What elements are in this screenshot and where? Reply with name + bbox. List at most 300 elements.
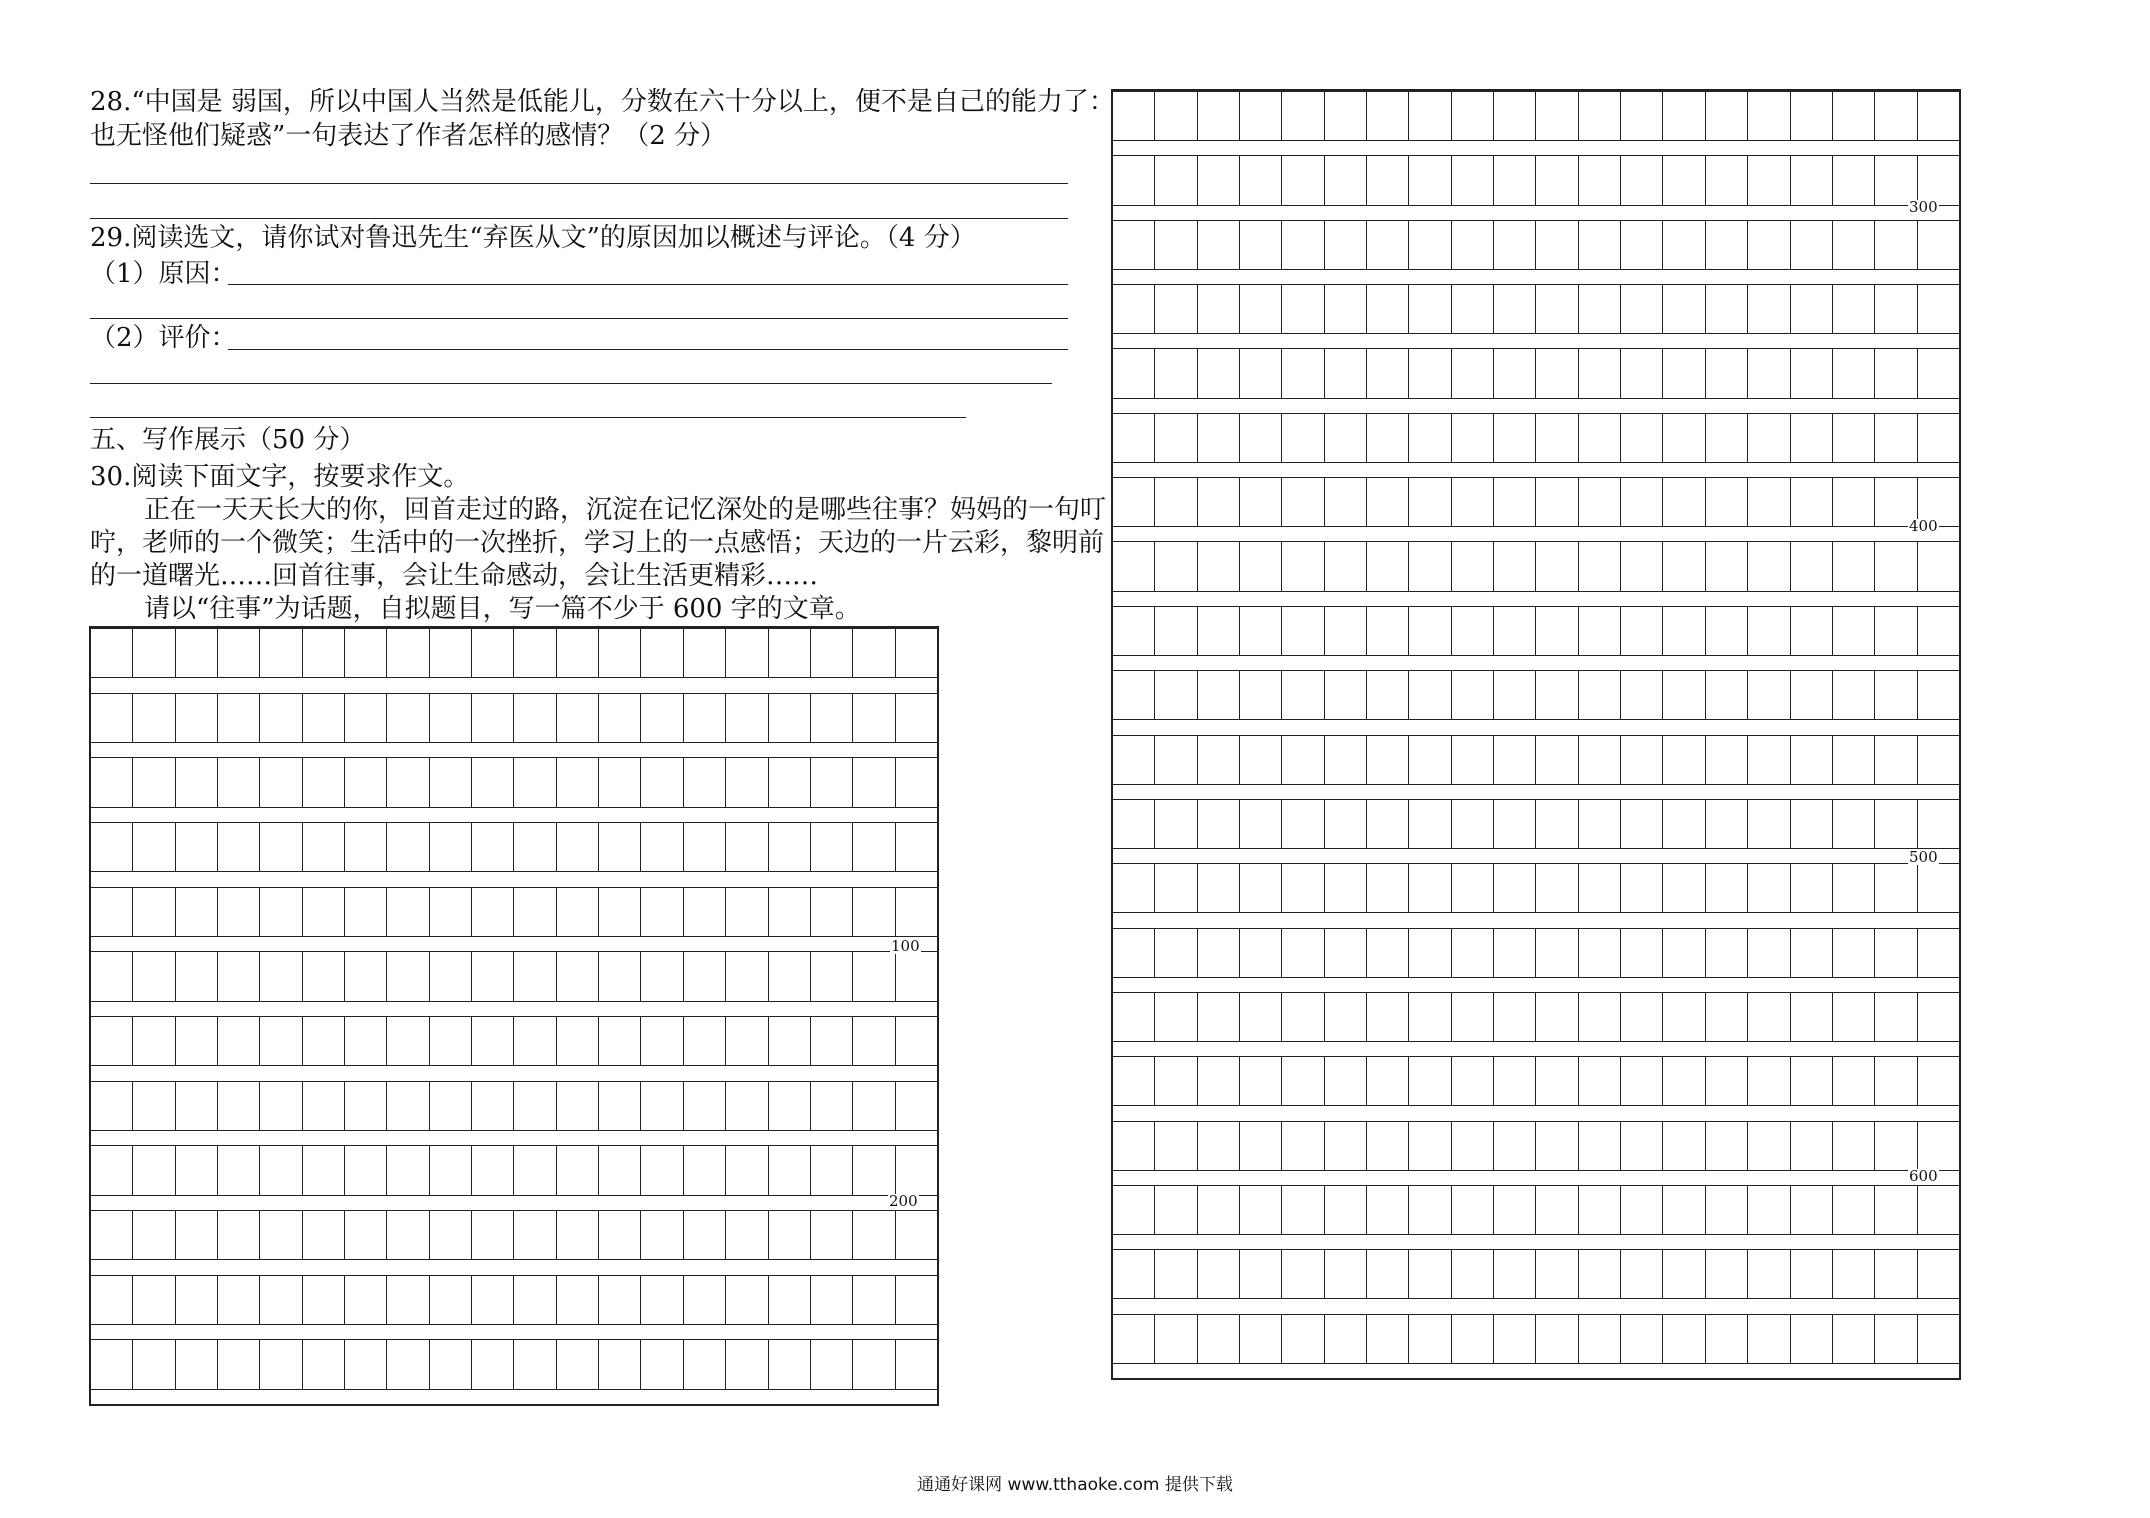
grid-cell[interactable]	[1536, 1056, 1578, 1106]
grid-cell[interactable]	[1536, 799, 1578, 849]
grid-cell[interactable]	[176, 1210, 218, 1260]
grid-cell[interactable]	[1706, 91, 1748, 141]
grid-cell[interactable]	[896, 951, 937, 1001]
grid-cell[interactable]	[1240, 735, 1282, 785]
grid-cell[interactable]	[769, 822, 811, 872]
grid-cell[interactable]	[1113, 348, 1155, 398]
grid-cell[interactable]	[176, 887, 218, 937]
grid-cell[interactable]	[1833, 606, 1875, 656]
grid-cell[interactable]	[1579, 1185, 1621, 1235]
grid-cell[interactable]	[1706, 284, 1748, 334]
grid-cell[interactable]	[514, 887, 556, 937]
grid-cell[interactable]	[599, 1210, 641, 1260]
grid-cell[interactable]	[1791, 863, 1833, 913]
grid-cell[interactable]	[1452, 220, 1494, 270]
grid-cell[interactable]	[1494, 1185, 1536, 1235]
grid-cell[interactable]	[345, 757, 387, 807]
grid-cell[interactable]	[1367, 1249, 1409, 1299]
grid-cell[interactable]	[599, 822, 641, 872]
grid-cell[interactable]	[1706, 863, 1748, 913]
grid-cell[interactable]	[133, 822, 175, 872]
grid-cell[interactable]	[91, 1339, 133, 1389]
grid-cell[interactable]	[218, 887, 260, 937]
grid-cell[interactable]	[218, 628, 260, 678]
grid-cell[interactable]	[1791, 1121, 1833, 1171]
grid-cell[interactable]	[1240, 1056, 1282, 1106]
grid-cell[interactable]	[1706, 1249, 1748, 1299]
essay-grid-right[interactable]	[1111, 89, 1961, 1380]
grid-cell[interactable]	[896, 1081, 937, 1131]
grid-cell[interactable]	[684, 1145, 726, 1195]
grid-cell[interactable]	[1706, 155, 1748, 205]
grid-cell[interactable]	[1791, 155, 1833, 205]
grid-cell[interactable]	[1663, 1185, 1705, 1235]
grid-cell[interactable]	[1918, 799, 1959, 849]
q29-comment-line-2[interactable]	[90, 383, 1052, 384]
grid-cell[interactable]	[1621, 992, 1663, 1042]
grid-cell[interactable]	[1113, 1185, 1155, 1235]
grid-cell[interactable]	[1155, 670, 1197, 720]
grid-cell[interactable]	[260, 887, 302, 937]
grid-cell[interactable]	[260, 822, 302, 872]
grid-cell[interactable]	[1579, 606, 1621, 656]
grid-cell[interactable]	[1494, 413, 1536, 463]
grid-cell[interactable]	[1367, 541, 1409, 591]
grid-cell[interactable]	[1494, 1056, 1536, 1106]
grid-cell[interactable]	[1875, 735, 1917, 785]
grid-cell[interactable]	[1240, 1121, 1282, 1171]
grid-cell[interactable]	[176, 1275, 218, 1325]
q28-answer-line-1[interactable]	[90, 183, 1068, 184]
grid-cell[interactable]	[1198, 413, 1240, 463]
grid-cell[interactable]	[260, 1339, 302, 1389]
grid-cell[interactable]	[684, 887, 726, 937]
grid-cell[interactable]	[1367, 413, 1409, 463]
grid-cell[interactable]	[1663, 928, 1705, 978]
grid-cell[interactable]	[218, 1339, 260, 1389]
grid-cell[interactable]	[387, 1145, 429, 1195]
grid-cell[interactable]	[1875, 541, 1917, 591]
grid-cell[interactable]	[769, 951, 811, 1001]
grid-cell[interactable]	[1113, 992, 1155, 1042]
grid-cell[interactable]	[1833, 799, 1875, 849]
grid-cell[interactable]	[1325, 348, 1367, 398]
grid-cell[interactable]	[1155, 992, 1197, 1042]
grid-cell[interactable]	[1748, 1249, 1790, 1299]
grid-cell[interactable]	[811, 1275, 853, 1325]
grid-cell[interactable]	[1113, 1249, 1155, 1299]
grid-cell[interactable]	[218, 1145, 260, 1195]
grid-cell[interactable]	[1918, 1314, 1959, 1364]
grid-cell[interactable]	[1240, 992, 1282, 1042]
grid-cell[interactable]	[1536, 1314, 1578, 1364]
grid-cell[interactable]	[514, 951, 556, 1001]
grid-cell[interactable]	[1536, 992, 1578, 1042]
grid-cell[interactable]	[769, 1275, 811, 1325]
grid-cell[interactable]	[1579, 91, 1621, 141]
grid-cell[interactable]	[1409, 799, 1451, 849]
grid-cell[interactable]	[1833, 541, 1875, 591]
grid-cell[interactable]	[1918, 91, 1959, 141]
grid-cell[interactable]	[472, 628, 514, 678]
grid-cell[interactable]	[430, 628, 472, 678]
grid-cell[interactable]	[1791, 1249, 1833, 1299]
grid-cell[interactable]	[1579, 477, 1621, 527]
grid-cell[interactable]	[1748, 992, 1790, 1042]
grid-cell[interactable]	[1367, 155, 1409, 205]
grid-cell[interactable]	[1875, 1121, 1917, 1171]
grid-cell[interactable]	[303, 887, 345, 937]
grid-cell[interactable]	[1452, 863, 1494, 913]
grid-cell[interactable]	[1833, 670, 1875, 720]
grid-cell[interactable]	[1536, 1249, 1578, 1299]
grid-cell[interactable]	[1367, 348, 1409, 398]
grid-cell[interactable]	[1325, 1314, 1367, 1364]
grid-cell[interactable]	[303, 757, 345, 807]
grid-cell[interactable]	[896, 1145, 937, 1195]
grid-cell[interactable]	[472, 887, 514, 937]
grid-cell[interactable]	[1452, 928, 1494, 978]
grid-cell[interactable]	[1240, 541, 1282, 591]
grid-cell[interactable]	[91, 693, 133, 743]
grid-cell[interactable]	[1282, 992, 1324, 1042]
grid-cell[interactable]	[1494, 1121, 1536, 1171]
grid-cell[interactable]	[387, 693, 429, 743]
grid-cell[interactable]	[260, 1145, 302, 1195]
grid-cell[interactable]	[1494, 992, 1536, 1042]
grid-cell[interactable]	[1918, 541, 1959, 591]
grid-cell[interactable]	[1409, 928, 1451, 978]
grid-cell[interactable]	[1621, 155, 1663, 205]
grid-cell[interactable]	[176, 951, 218, 1001]
grid-cell[interactable]	[557, 1145, 599, 1195]
grid-cell[interactable]	[514, 757, 556, 807]
grid-cell[interactable]	[1198, 1249, 1240, 1299]
grid-cell[interactable]	[1113, 670, 1155, 720]
grid-cell[interactable]	[1282, 928, 1324, 978]
grid-cell[interactable]	[1875, 670, 1917, 720]
grid-cell[interactable]	[1367, 284, 1409, 334]
grid-cell[interactable]	[726, 757, 768, 807]
grid-cell[interactable]	[1240, 928, 1282, 978]
grid-cell[interactable]	[1409, 541, 1451, 591]
grid-cell[interactable]	[472, 1081, 514, 1131]
grid-cell[interactable]	[1621, 91, 1663, 141]
grid-cell[interactable]	[1155, 1121, 1197, 1171]
grid-cell[interactable]	[1452, 1056, 1494, 1106]
grid-cell[interactable]	[811, 628, 853, 678]
grid-cell[interactable]	[557, 628, 599, 678]
grid-cell[interactable]	[1409, 863, 1451, 913]
grid-cell[interactable]	[1536, 348, 1578, 398]
grid-cell[interactable]	[1409, 735, 1451, 785]
grid-cell[interactable]	[387, 822, 429, 872]
grid-cell[interactable]	[176, 1339, 218, 1389]
grid-cell[interactable]	[1367, 1185, 1409, 1235]
grid-cell[interactable]	[345, 1016, 387, 1066]
grid-cell[interactable]	[1367, 606, 1409, 656]
grid-cell[interactable]	[303, 822, 345, 872]
grid-cell[interactable]	[514, 1210, 556, 1260]
grid-cell[interactable]	[1748, 1056, 1790, 1106]
grid-cell[interactable]	[176, 628, 218, 678]
grid-cell[interactable]	[1409, 1185, 1451, 1235]
grid-cell[interactable]	[1282, 91, 1324, 141]
grid-cell[interactable]	[1663, 670, 1705, 720]
grid-cell[interactable]	[1240, 1185, 1282, 1235]
grid-cell[interactable]	[387, 1016, 429, 1066]
grid-cell[interactable]	[1748, 606, 1790, 656]
grid-cell[interactable]	[1409, 1056, 1451, 1106]
grid-cell[interactable]	[1198, 220, 1240, 270]
grid-cell[interactable]	[1198, 1056, 1240, 1106]
grid-cell[interactable]	[514, 1016, 556, 1066]
grid-cell[interactable]	[557, 1210, 599, 1260]
grid-cell[interactable]	[430, 1275, 472, 1325]
grid-cell[interactable]	[1706, 477, 1748, 527]
grid-cell[interactable]	[1155, 863, 1197, 913]
grid-cell[interactable]	[557, 1275, 599, 1325]
grid-cell[interactable]	[1748, 413, 1790, 463]
grid-cell[interactable]	[1875, 413, 1917, 463]
grid-cell[interactable]	[1833, 1056, 1875, 1106]
grid-cell[interactable]	[853, 887, 895, 937]
grid-cell[interactable]	[472, 757, 514, 807]
grid-cell[interactable]	[684, 1275, 726, 1325]
grid-cell[interactable]	[1791, 670, 1833, 720]
grid-cell[interactable]	[133, 757, 175, 807]
grid-cell[interactable]	[1918, 863, 1959, 913]
grid-cell[interactable]	[1282, 1249, 1324, 1299]
grid-cell[interactable]	[1663, 155, 1705, 205]
grid-cell[interactable]	[769, 628, 811, 678]
grid-cell[interactable]	[557, 757, 599, 807]
grid-cell[interactable]	[1833, 1121, 1875, 1171]
grid-cell[interactable]	[1325, 992, 1367, 1042]
grid-cell[interactable]	[303, 1210, 345, 1260]
grid-cell[interactable]	[1833, 91, 1875, 141]
grid-cell[interactable]	[769, 1210, 811, 1260]
grid-cell[interactable]	[1409, 477, 1451, 527]
grid-cell[interactable]	[1833, 863, 1875, 913]
grid-cell[interactable]	[1748, 1314, 1790, 1364]
grid-cell[interactable]	[387, 887, 429, 937]
grid-cell[interactable]	[514, 1081, 556, 1131]
grid-cell[interactable]	[1113, 477, 1155, 527]
grid-cell[interactable]	[1748, 1185, 1790, 1235]
grid-cell[interactable]	[1875, 284, 1917, 334]
grid-cell[interactable]	[1367, 735, 1409, 785]
grid-cell[interactable]	[1409, 1121, 1451, 1171]
grid-cell[interactable]	[1663, 348, 1705, 398]
grid-cell[interactable]	[1198, 1121, 1240, 1171]
grid-cell[interactable]	[726, 1275, 768, 1325]
grid-cell[interactable]	[1155, 348, 1197, 398]
grid-cell[interactable]	[1367, 220, 1409, 270]
grid-cell[interactable]	[726, 822, 768, 872]
grid-cell[interactable]	[133, 1275, 175, 1325]
grid-cell[interactable]	[1791, 1185, 1833, 1235]
grid-cell[interactable]	[133, 693, 175, 743]
grid-cell[interactable]	[1113, 541, 1155, 591]
grid-cell[interactable]	[1833, 1185, 1875, 1235]
grid-cell[interactable]	[430, 1016, 472, 1066]
grid-cell[interactable]	[1240, 155, 1282, 205]
grid-cell[interactable]	[1833, 155, 1875, 205]
grid-cell[interactable]	[91, 1145, 133, 1195]
grid-cell[interactable]	[1240, 670, 1282, 720]
grid-cell[interactable]	[260, 1016, 302, 1066]
grid-cell[interactable]	[853, 757, 895, 807]
grid-cell[interactable]	[1325, 606, 1367, 656]
grid-cell[interactable]	[1918, 220, 1959, 270]
grid-cell[interactable]	[176, 1145, 218, 1195]
grid-cell[interactable]	[769, 1145, 811, 1195]
grid-cell[interactable]	[345, 1210, 387, 1260]
grid-cell[interactable]	[1748, 1121, 1790, 1171]
grid-cell[interactable]	[133, 628, 175, 678]
grid-cell[interactable]	[1240, 477, 1282, 527]
grid-cell[interactable]	[1579, 284, 1621, 334]
grid-cell[interactable]	[1367, 1121, 1409, 1171]
grid-cell[interactable]	[1367, 1314, 1409, 1364]
grid-cell[interactable]	[1663, 606, 1705, 656]
grid-cell[interactable]	[1918, 1185, 1959, 1235]
grid-cell[interactable]	[1663, 1314, 1705, 1364]
grid-cell[interactable]	[1113, 220, 1155, 270]
grid-cell[interactable]	[1155, 91, 1197, 141]
grid-cell[interactable]	[514, 628, 556, 678]
grid-cell[interactable]	[1282, 735, 1324, 785]
grid-cell[interactable]	[1367, 1056, 1409, 1106]
grid-cell[interactable]	[1875, 1056, 1917, 1106]
grid-cell[interactable]	[684, 693, 726, 743]
grid-cell[interactable]	[1198, 155, 1240, 205]
grid-cell[interactable]	[1748, 155, 1790, 205]
grid-cell[interactable]	[345, 887, 387, 937]
grid-cell[interactable]	[1918, 284, 1959, 334]
grid-cell[interactable]	[1325, 220, 1367, 270]
grid-cell[interactable]	[1875, 220, 1917, 270]
grid-cell[interactable]	[1198, 992, 1240, 1042]
grid-cell[interactable]	[1452, 91, 1494, 141]
grid-cell[interactable]	[1833, 992, 1875, 1042]
grid-cell[interactable]	[1494, 284, 1536, 334]
grid-cell[interactable]	[853, 1145, 895, 1195]
grid-cell[interactable]	[472, 822, 514, 872]
grid-cell[interactable]	[1494, 928, 1536, 978]
grid-cell[interactable]	[1113, 863, 1155, 913]
grid-cell[interactable]	[641, 1145, 683, 1195]
grid-cell[interactable]	[1198, 1314, 1240, 1364]
grid-cell[interactable]	[811, 1081, 853, 1131]
grid-cell[interactable]	[1409, 91, 1451, 141]
grid-cell[interactable]	[176, 757, 218, 807]
grid-cell[interactable]	[1833, 220, 1875, 270]
grid-cell[interactable]	[1494, 155, 1536, 205]
grid-cell[interactable]	[1579, 1056, 1621, 1106]
grid-cell[interactable]	[1663, 863, 1705, 913]
grid-cell[interactable]	[1748, 541, 1790, 591]
grid-cell[interactable]	[1367, 863, 1409, 913]
grid-cell[interactable]	[1748, 735, 1790, 785]
grid-cell[interactable]	[1791, 606, 1833, 656]
grid-cell[interactable]	[1452, 1249, 1494, 1299]
grid-cell[interactable]	[1367, 928, 1409, 978]
grid-cell[interactable]	[1791, 735, 1833, 785]
grid-cell[interactable]	[1409, 284, 1451, 334]
grid-cell[interactable]	[1155, 1185, 1197, 1235]
grid-cell[interactable]	[1113, 413, 1155, 463]
grid-cell[interactable]	[1155, 799, 1197, 849]
grid-cell[interactable]	[641, 1275, 683, 1325]
grid-cell[interactable]	[769, 757, 811, 807]
grid-cell[interactable]	[387, 1275, 429, 1325]
grid-cell[interactable]	[1875, 606, 1917, 656]
grid-cell[interactable]	[1494, 541, 1536, 591]
grid-cell[interactable]	[1706, 1056, 1748, 1106]
grid-cell[interactable]	[1621, 735, 1663, 785]
grid-cell[interactable]	[1452, 1121, 1494, 1171]
grid-cell[interactable]	[1198, 348, 1240, 398]
grid-cell[interactable]	[514, 1145, 556, 1195]
grid-cell[interactable]	[1748, 928, 1790, 978]
grid-cell[interactable]	[514, 1339, 556, 1389]
q29-reason-line-1[interactable]	[228, 284, 1068, 285]
grid-cell[interactable]	[345, 1081, 387, 1131]
essay-grid-left[interactable]	[89, 626, 939, 1406]
grid-cell[interactable]	[1409, 1249, 1451, 1299]
grid-cell[interactable]	[1791, 413, 1833, 463]
grid-cell[interactable]	[387, 628, 429, 678]
grid-cell[interactable]	[1833, 284, 1875, 334]
grid-cell[interactable]	[1663, 1121, 1705, 1171]
grid-cell[interactable]	[1621, 477, 1663, 527]
grid-cell[interactable]	[430, 693, 472, 743]
grid-cell[interactable]	[345, 951, 387, 1001]
grid-cell[interactable]	[1282, 863, 1324, 913]
grid-cell[interactable]	[1240, 284, 1282, 334]
grid-cell[interactable]	[1409, 413, 1451, 463]
grid-cell[interactable]	[599, 951, 641, 1001]
grid-cell[interactable]	[1579, 1314, 1621, 1364]
grid-cell[interactable]	[1325, 1249, 1367, 1299]
grid-cell[interactable]	[684, 628, 726, 678]
grid-cell[interactable]	[303, 693, 345, 743]
grid-cell[interactable]	[1579, 1249, 1621, 1299]
grid-cell[interactable]	[1282, 1185, 1324, 1235]
grid-cell[interactable]	[1198, 541, 1240, 591]
grid-cell[interactable]	[218, 693, 260, 743]
grid-cell[interactable]	[1748, 284, 1790, 334]
grid-cell[interactable]	[1452, 541, 1494, 591]
grid-cell[interactable]	[1452, 606, 1494, 656]
grid-cell[interactable]	[472, 1339, 514, 1389]
grid-cell[interactable]	[811, 693, 853, 743]
grid-cell[interactable]	[1198, 735, 1240, 785]
grid-cell[interactable]	[91, 1210, 133, 1260]
grid-cell[interactable]	[430, 951, 472, 1001]
grid-cell[interactable]	[853, 628, 895, 678]
grid-cell[interactable]	[1918, 606, 1959, 656]
grid-cell[interactable]	[91, 1275, 133, 1325]
grid-cell[interactable]	[1875, 348, 1917, 398]
q29-reason-line-2[interactable]	[90, 318, 1068, 319]
grid-cell[interactable]	[1791, 799, 1833, 849]
grid-cell[interactable]	[1282, 606, 1324, 656]
grid-cell[interactable]	[1282, 413, 1324, 463]
grid-cell[interactable]	[1663, 1249, 1705, 1299]
